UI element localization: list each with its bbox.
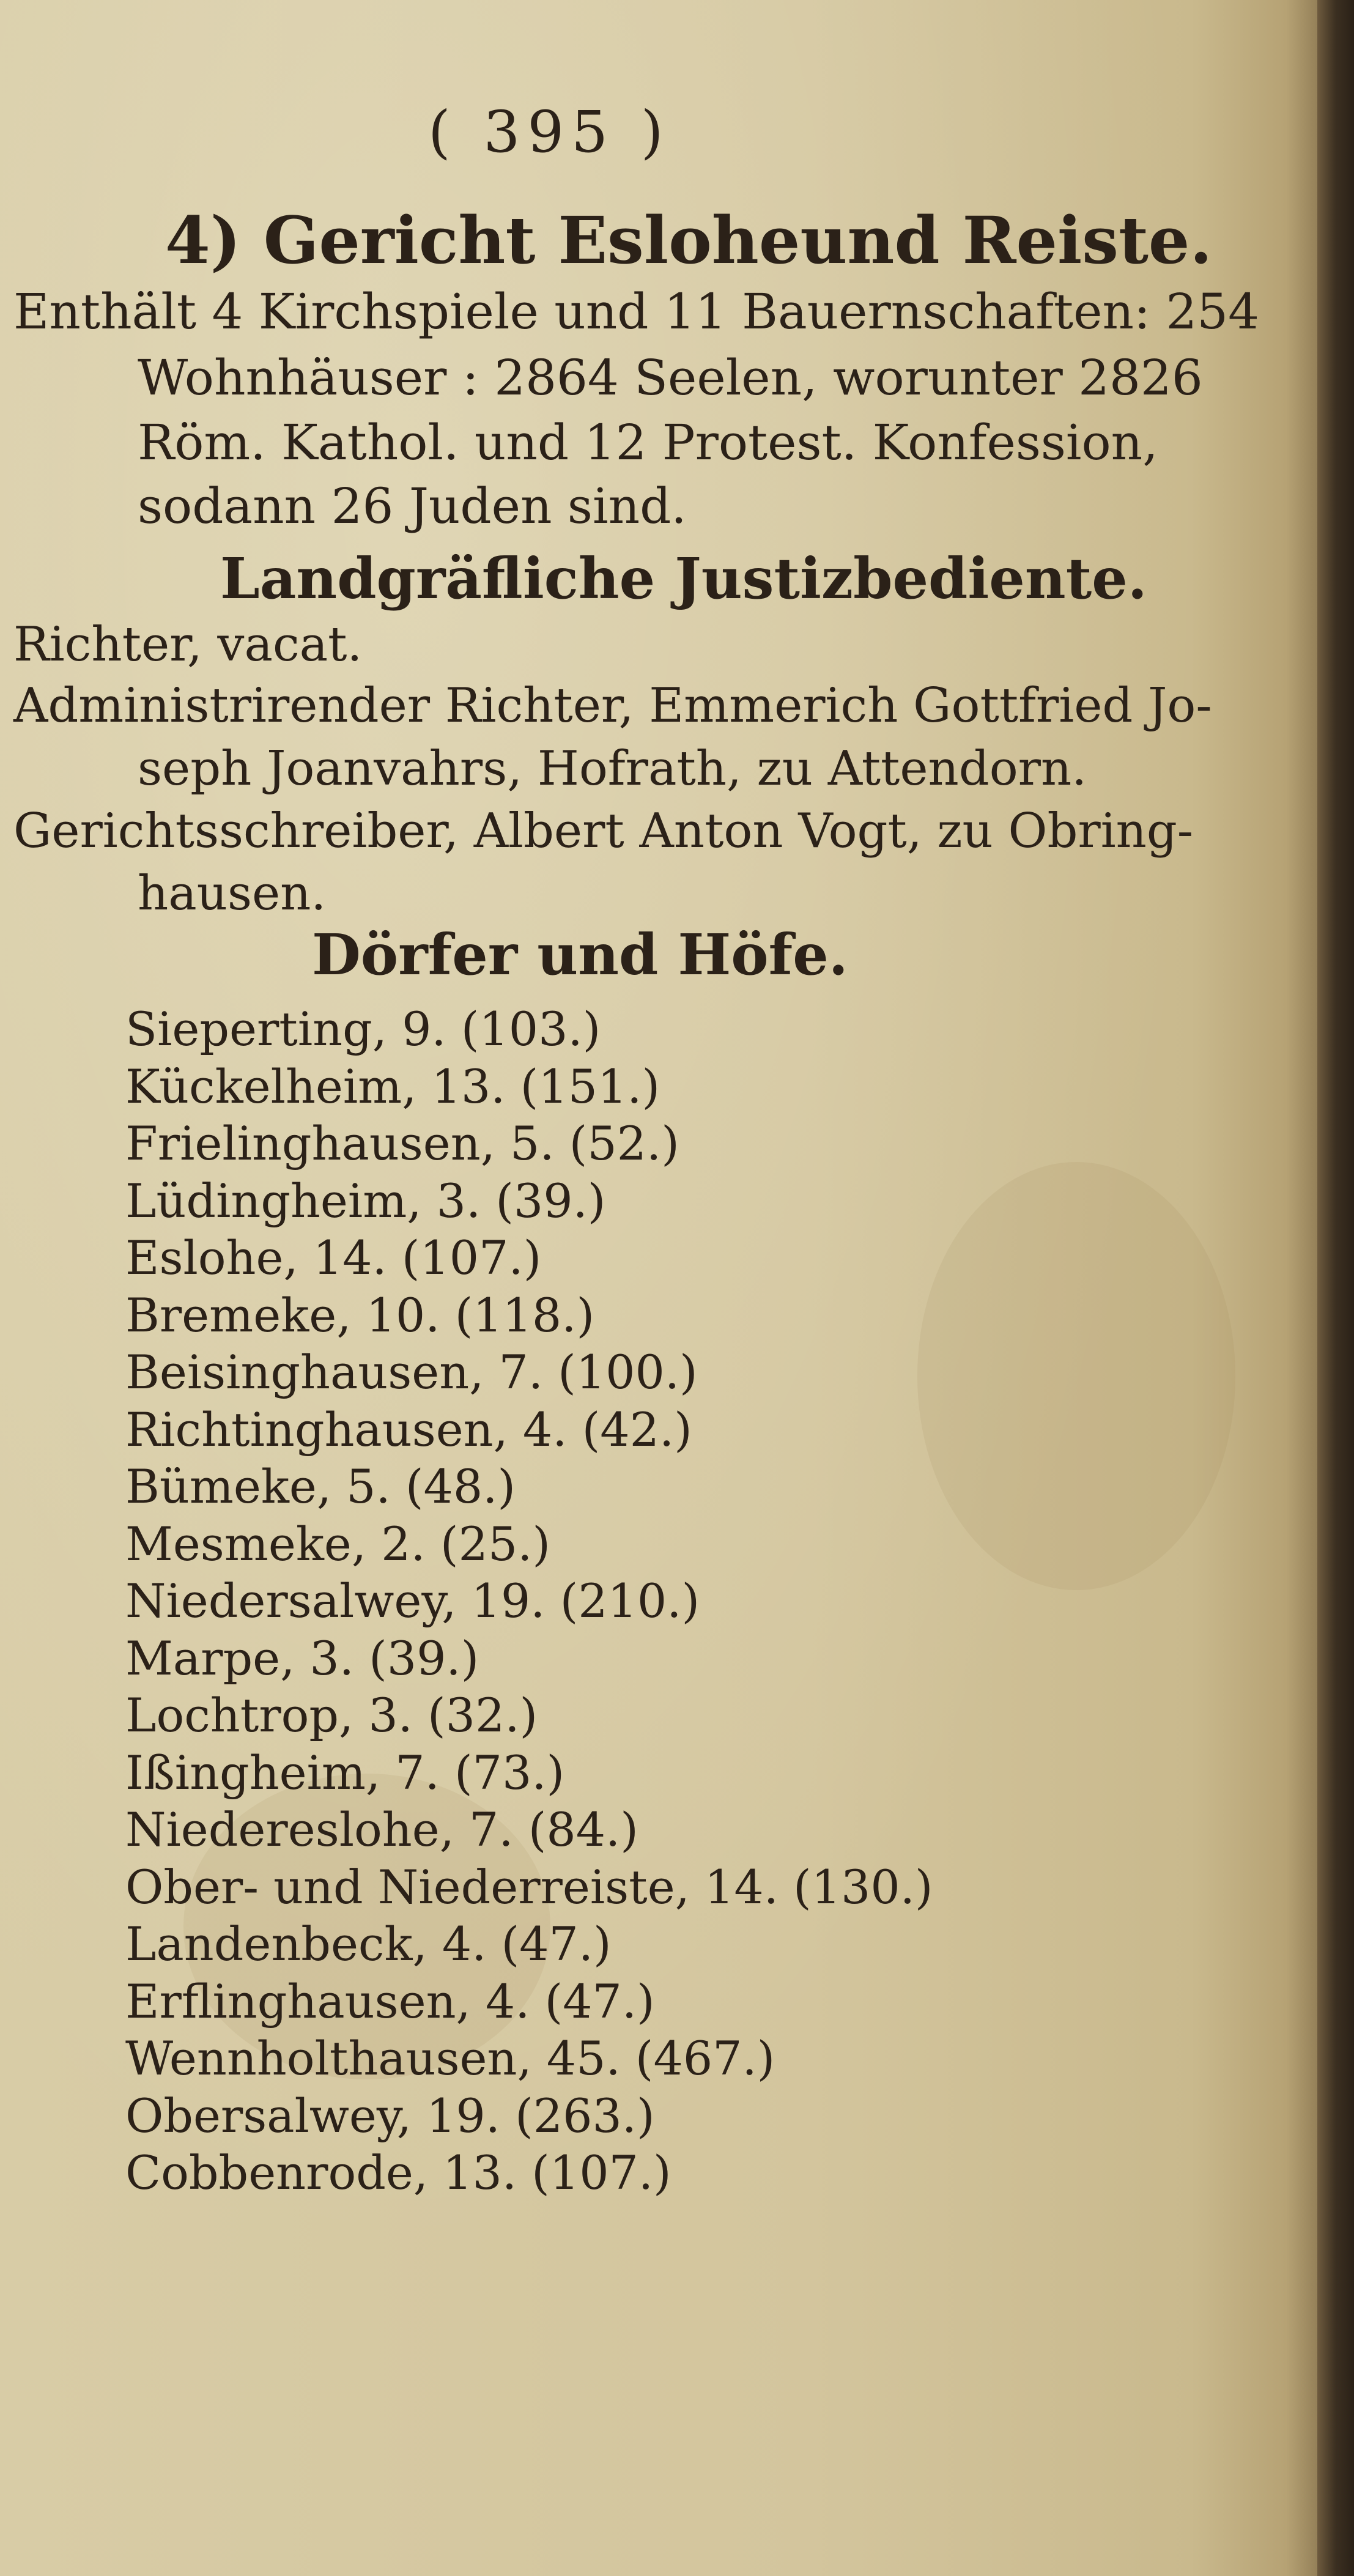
place-entry: Bremeke, 10. (118.) [125,1287,595,1342]
official-line: Administrirender Richter, Emmerich Gottfried Jo- [13,678,1212,733]
place-entry: Cobbenrode, 13. (107.) [125,2145,671,2200]
places-list [125,1002,933,2207]
place-entry: Niedereslohe, 7. (84.) [125,1802,638,1857]
intro-line: Wohnhäuser : 2864 Seelen, worunter 2826 [138,349,1203,406]
place-entry: Richtinghausen, 4. (42.) [125,1402,692,1457]
place-entry: Obersalwey, 19. (263.) [125,2088,655,2143]
place-entry: Beisinghausen, 7. (100.) [125,1345,698,1399]
page-number-header: ( 395 ) [428,99,671,166]
section-title: 4) Gericht Esloheund Reiste. [165,202,1213,278]
paper-stain [917,1162,1235,1590]
page-edge [1317,0,1354,2576]
place-entry: Mesmeke, 2. (25.) [125,1516,551,1571]
place-entry: Lüdingheim, 3. (39.) [125,1173,606,1228]
official-line: Gerichtsschreiber, Albert Anton Vogt, zu Obring- [13,804,1194,859]
intro-line: sodann 26 Juden sind. [138,478,687,535]
intro-line: Enthält 4 Kirchspiele und 11 Bauernschaften: 254 [13,283,1260,340]
places-heading: Dörfer und Höfe. [312,922,848,988]
place-entry: Bümeke, 5. (48.) [125,1459,516,1514]
place-entry: Landenbeck, 4. (47.) [125,1917,612,1971]
place-entry: Sieperting, 9. (103.) [125,1002,601,1056]
officials-heading: Landgräfliche Justizbediente. [220,546,1147,612]
official-line: seph Joanvahrs, Hofrath, zu Attendorn. [138,741,1087,796]
place-entry: Marpe, 3. (39.) [125,1630,479,1686]
place-entry: Niedersalwey, 19. (210.) [125,1574,700,1628]
official-line: hausen. [138,866,327,921]
place-entry: Frielinghausen, 5. (52.) [125,1116,679,1171]
place-entry: Ober- und Niederreiste, 14. (130.) [125,1859,933,1914]
place-entry: Lochtrop, 3. (32.) [125,1688,538,1742]
place-entry: Erflinghausen, 4. (47.) [125,1974,655,2029]
intro-line: Röm. Kathol. und 12 Protest. Konfession, [138,414,1158,471]
place-entry: Ißingheim, 7. (73.) [125,1745,565,1800]
place-entry: Eslohe, 14. (107.) [125,1231,542,1285]
official-line: Richter, vacat. [13,617,363,672]
place-entry: Wennholthausen, 45. (467.) [125,2031,775,2086]
place-entry: Kückelheim, 13. (151.) [125,1059,660,1114]
